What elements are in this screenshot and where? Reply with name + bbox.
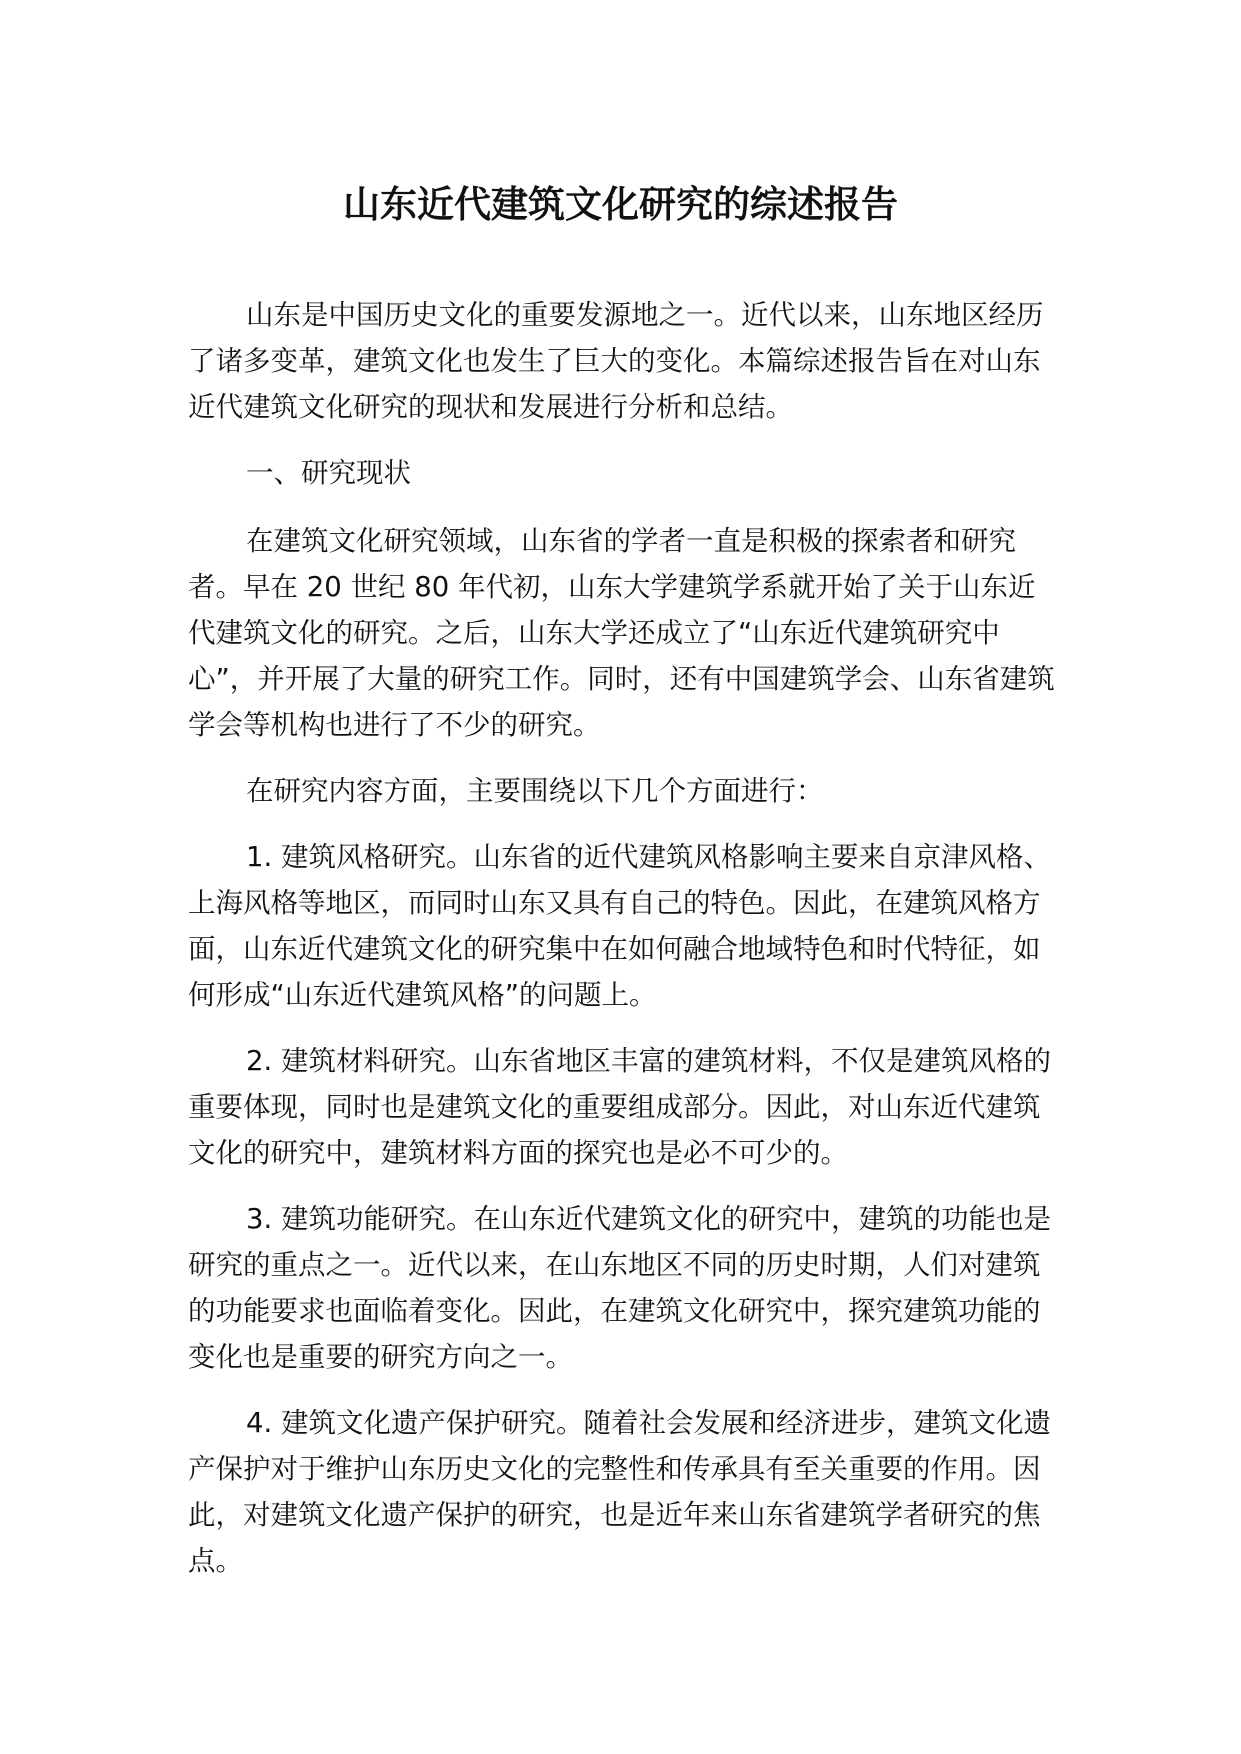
document-title: 山东近代建筑文化研究的综述报告 [343, 183, 898, 226]
paragraph-item-function: 3. 建筑功能研究。在山东近代建筑文化的研究中，建筑的功能也是研究的重点之一。近代以来，在山东地区不同的历史时期，人们对建筑的功能要求也面临着变化。因此，在建筑文化研究中，探究建筑功能的变化也是重要的研究方向之一。 [188, 1203, 1051, 1373]
section-heading-research-status: 一、研究现状 [246, 457, 411, 489]
paragraph-research-field: 在建筑文化研究领域，山东省的学者一直是积极的探索者和研究者。早在 20 世纪 80 年代初，山东大学建筑学系就开始了关于山东近代建筑文化的研究。之后，山东大学还成立了“山东近代建筑研究中心”，并开展了大量的研究工作。同时，还有中国建筑学会、山东省建筑学会等机构也进行了不少的研究。 [188, 525, 1055, 741]
paragraph-item-heritage: 4. 建筑文化遗产保护研究。随着社会发展和经济进步，建筑文化遗产保护对于维护山东历史文化的完整性和传承具有至关重要的作用。因此，对建筑文化遗产保护的研究，也是近年来山东省建筑学者研究的焦点。 [188, 1407, 1051, 1577]
paragraph-intro: 山东是中国历史文化的重要发源地之一。近代以来，山东地区经历了诸多变革，建筑文化也发生了巨大的变化。本篇综述报告旨在对山东近代建筑文化研究的现状和发展进行分析和总结。 [188, 299, 1044, 423]
paragraph-item-material: 2. 建筑材料研究。山东省地区丰富的建筑材料，不仅是建筑风格的重要体现，同时也是建筑文化的重要组成部分。因此，对山东近代建筑文化的研究中，建筑材料方面的探究也是必不可少的。 [188, 1045, 1051, 1169]
paragraph-research-content: 在研究内容方面，主要围绕以下几个方面进行： [246, 775, 824, 807]
document-body [188, 292, 1058, 1604]
paragraph-item-style: 1. 建筑风格研究。山东省的近代建筑风格影响主要来自京津风格、上海风格等地区，而同时山东又具有自己的特色。因此，在建筑风格方面，山东近代建筑文化的研究集中在如何融合地域特色和时代特征，如何形成“山东近代建筑风格”的问题上。 [188, 841, 1051, 1011]
